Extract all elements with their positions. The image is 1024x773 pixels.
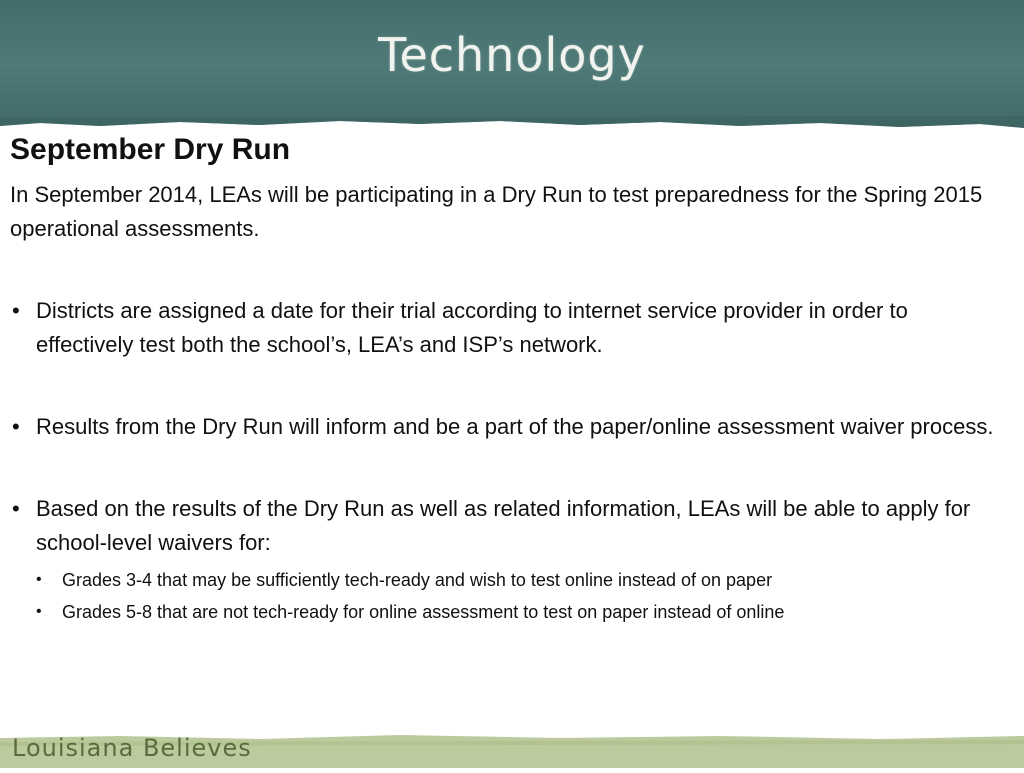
bullet-item (10, 492, 1010, 628)
slide-heading: September Dry Run (10, 133, 291, 166)
sub-bullet-item (36, 564, 1010, 596)
bullet-glyph: • (12, 414, 20, 439)
bullet-item (10, 410, 1010, 444)
bullet-text: Based on the results of the Dry Run as well as related information, LEAs will be able to apply for school-level waivers for: (36, 496, 971, 555)
sub-bullet-item (36, 596, 1010, 628)
bullet-text: Results from the Dry Run will inform and be a part of the paper/online assessment waiver process. (36, 414, 994, 439)
bullet-text: Districts are assigned a date for their trial according to internet service provider in order to effectively test both the school’s, LEA’s and ISP’s network. (36, 298, 908, 357)
chalkboard-banner (0, 0, 1024, 132)
sub-bullet-text: Grades 3-4 that may be sufficiently tech-ready and wish to test online instead of on paper (62, 570, 773, 590)
bullet-item (10, 294, 1010, 362)
bullet-glyph: • (12, 496, 20, 521)
sub-bullet-glyph: • (36, 571, 42, 588)
bullet-glyph: • (12, 298, 20, 323)
sub-bullet-glyph: • (36, 603, 42, 620)
bullet-list (10, 294, 1010, 628)
slide-content (10, 132, 1010, 628)
slide-intro: In September 2014, LEAs will be participating in a Dry Run to test preparedness for the Spring 2015 operational assessments. (10, 182, 983, 241)
footer-bar (0, 732, 1024, 768)
banner-title: Technology (378, 28, 646, 82)
sub-bullet-list (36, 564, 1010, 628)
footer-brand: Louisiana Believes (12, 734, 252, 762)
sub-bullet-text: Grades 5-8 that are not tech-ready for online assessment to test on paper instead of online (62, 602, 785, 622)
